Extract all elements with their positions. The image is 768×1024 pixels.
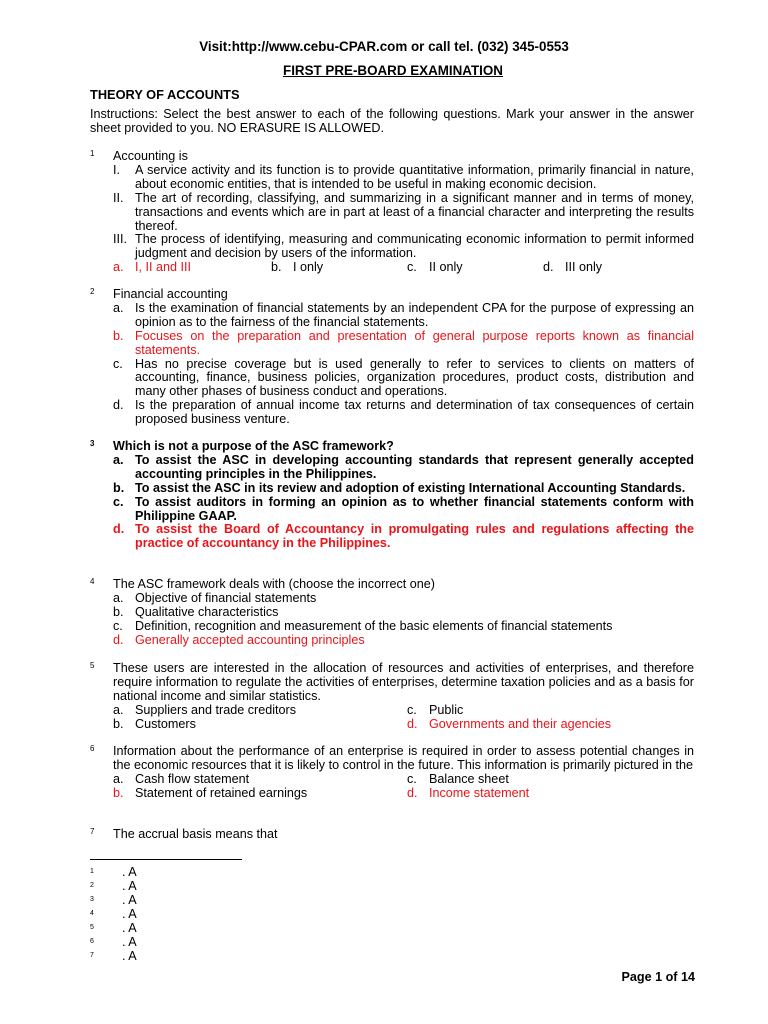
statement-label: I. bbox=[113, 162, 120, 177]
choice-label: b. bbox=[113, 328, 124, 343]
question-number: 3 bbox=[90, 439, 95, 448]
statement-text: The process of identifying, measuring and communicating economic information to permit informed judgment and decision by users of the information. bbox=[135, 232, 694, 261]
choice-label: a. bbox=[113, 300, 124, 315]
choice-d bbox=[407, 718, 689, 732]
choice-b bbox=[113, 606, 694, 620]
choice-text: Is the examination of financial statements by an independent CPA for the purpose of expressing an opinion as to the fairness of the financial statements. bbox=[135, 300, 694, 329]
footnote-4 bbox=[90, 908, 170, 922]
footnote-answer: . A bbox=[122, 935, 137, 949]
choice-d bbox=[113, 399, 694, 427]
statement-ii bbox=[113, 192, 694, 234]
question-1 bbox=[90, 150, 694, 275]
choice-d bbox=[407, 787, 689, 801]
choice-row bbox=[113, 718, 694, 732]
choice-label: b. bbox=[113, 480, 125, 495]
choice-a bbox=[113, 302, 694, 330]
statement-label: II. bbox=[113, 190, 124, 205]
statement-i bbox=[113, 164, 694, 192]
choice-label: c. bbox=[407, 702, 417, 717]
footnote-number: 3 bbox=[90, 896, 94, 903]
choice-label: b. bbox=[113, 604, 124, 619]
choice-text: To assist the Board of Accountancy in promulgating rules and regulations affecting the practice of accountancy in the Philippines. bbox=[135, 522, 694, 551]
footnote-6 bbox=[90, 936, 170, 950]
choice-label: a. bbox=[113, 702, 124, 717]
choice-label: d. bbox=[543, 260, 554, 275]
choice-text: Objective of financial statements bbox=[135, 590, 317, 605]
page-number: Page 1 of 14 bbox=[621, 970, 695, 984]
question-number: 1 bbox=[90, 149, 95, 158]
subject-heading: THEORY OF ACCOUNTS bbox=[90, 87, 240, 102]
footnote-answer: . A bbox=[122, 907, 137, 921]
choice-text: To assist the ASC in developing accounting standards that represent generally accepted accounting principles in the Philippines. bbox=[135, 452, 694, 481]
question-2 bbox=[90, 288, 694, 427]
choice-d bbox=[543, 261, 665, 275]
choice-label: d. bbox=[407, 785, 418, 800]
choice-text: To assist the ASC in its review and adoption of existing International Accounting Standards. bbox=[135, 480, 686, 495]
choice-text: III only bbox=[565, 260, 603, 275]
choice-a bbox=[113, 592, 694, 606]
choice-row bbox=[113, 787, 694, 801]
question-number: 2 bbox=[90, 287, 95, 296]
choice-text: I, II and III bbox=[135, 260, 192, 275]
choice-text: Public bbox=[429, 702, 464, 717]
choice-label: c. bbox=[113, 618, 123, 633]
choice-text: To assist auditors in forming an opinion as to whether financial statements conform with Philippine GAAP. bbox=[135, 494, 694, 523]
question-stem: Which is not a purpose of the ASC framework? bbox=[113, 439, 394, 453]
choice-label: a. bbox=[113, 590, 124, 605]
footnote-number: 7 bbox=[90, 952, 94, 959]
question-3 bbox=[90, 440, 694, 551]
choice-c bbox=[113, 496, 694, 524]
statement-label: III. bbox=[113, 232, 127, 247]
choice-a bbox=[113, 704, 407, 718]
footnote-number: 2 bbox=[90, 882, 94, 889]
choice-label: a. bbox=[113, 260, 124, 275]
choice-text: Balance sheet bbox=[429, 771, 509, 786]
question-stem: The ASC framework deals with (choose the incorrect one) bbox=[113, 577, 435, 591]
footnote-7 bbox=[90, 950, 170, 964]
visit-header: Visit:http://www.cebu-CPAR.com or call tel. (032) 345-0553 bbox=[199, 39, 569, 54]
question-number: 5 bbox=[90, 661, 95, 670]
question-6 bbox=[90, 745, 694, 801]
statement-text: The art of recording, classifying, and summarizing in a significant manner and in terms of money, transactions and events which are in part at least of a financial character and interpreting the results thereof. bbox=[135, 190, 694, 233]
choice-label: d. bbox=[113, 398, 124, 413]
choice-text: Is the preparation of annual income tax returns and determination of tax consequences of certain proposed business venture. bbox=[135, 398, 694, 427]
choice-a bbox=[113, 261, 271, 275]
choice-b bbox=[113, 482, 694, 496]
choice-label: b. bbox=[113, 716, 124, 731]
footnote-answer: . A bbox=[122, 879, 137, 893]
choice-d bbox=[113, 634, 694, 648]
choice-c bbox=[407, 704, 689, 718]
question-4 bbox=[90, 578, 694, 648]
choice-label: c. bbox=[407, 771, 417, 786]
choice-label: a. bbox=[113, 771, 124, 786]
statement-iii bbox=[113, 233, 694, 261]
choice-label: c. bbox=[113, 356, 123, 371]
footnote-answer: . A bbox=[122, 865, 137, 879]
choice-c bbox=[407, 261, 543, 275]
choice-text: Definition, recognition and measurement of the basic elements of financial statements bbox=[135, 618, 613, 633]
choice-c bbox=[407, 773, 689, 787]
choice-b bbox=[113, 787, 407, 801]
choice-text: Qualitative characteristics bbox=[135, 604, 279, 619]
question-stem: These users are interested in the allocation of resources and activities of enterprises, and therefore require information to regulate the activities of enterprises, determine taxation policies and as a basis for national income and similar statistics. bbox=[113, 661, 694, 703]
choice-label: d. bbox=[113, 522, 125, 537]
footnote-1 bbox=[90, 866, 170, 880]
footnote-divider bbox=[90, 859, 242, 860]
question-number: 6 bbox=[90, 744, 95, 753]
footnote-2 bbox=[90, 880, 170, 894]
statement-text: A service activity and its function is to provide quantitative information, primarily financial in nature, about economic entities, that is intended to be useful in making economic decision. bbox=[135, 162, 694, 191]
question-5 bbox=[90, 662, 694, 732]
footnote-5 bbox=[90, 922, 170, 936]
footnote-answer: . A bbox=[122, 921, 137, 935]
choice-d bbox=[113, 523, 694, 551]
choice-b bbox=[271, 261, 407, 275]
question-stem: The accrual basis means that bbox=[113, 827, 278, 841]
choice-label: c. bbox=[407, 260, 417, 275]
choice-text: Focuses on the preparation and presentation of general purpose reports known as financial statements. bbox=[135, 328, 694, 357]
choice-label: b. bbox=[271, 260, 282, 275]
question-stem: Accounting is bbox=[113, 149, 188, 163]
choice-text: Customers bbox=[135, 716, 196, 731]
choice-b bbox=[113, 330, 694, 358]
question-stem: Information about the performance of an enterprise is required in order to assess potential changes in the economic resources that it is likely to control in the future. This information is primarily pictured in the bbox=[113, 744, 694, 772]
choice-label: d. bbox=[407, 716, 418, 731]
footnote-3 bbox=[90, 894, 170, 908]
question-number: 7 bbox=[90, 827, 95, 836]
choice-a bbox=[113, 454, 694, 482]
choice-row bbox=[113, 704, 694, 718]
choice-text: Governments and their agencies bbox=[429, 716, 612, 731]
choice-a bbox=[113, 773, 407, 787]
choice-label: d. bbox=[113, 632, 124, 647]
choice-text: Statement of retained earnings bbox=[135, 785, 308, 800]
choice-text: Income statement bbox=[429, 785, 530, 800]
choice-row bbox=[113, 773, 694, 787]
question-7 bbox=[90, 828, 694, 842]
footnote-number: 1 bbox=[90, 868, 94, 875]
footnote-answer: . A bbox=[122, 893, 137, 907]
choice-b bbox=[113, 718, 407, 732]
footnote-number: 5 bbox=[90, 924, 94, 931]
footnote-number: 6 bbox=[90, 938, 94, 945]
choice-label: b. bbox=[113, 785, 124, 800]
choice-text: II only bbox=[429, 260, 463, 275]
choice-c bbox=[113, 620, 694, 634]
choice-label: c. bbox=[113, 494, 124, 509]
choice-text: I only bbox=[293, 260, 324, 275]
choice-label: a. bbox=[113, 452, 124, 467]
choice-text: Cash flow statement bbox=[135, 771, 250, 786]
instructions: Instructions: Select the best answer to each of the following questions. Mark your answer in the answer sheet provided to you. NO ERASURE IS ALLOWED. bbox=[90, 107, 694, 135]
footnote-answer: . A bbox=[122, 949, 137, 963]
question-number: 4 bbox=[90, 577, 95, 586]
choice-text: Has no precise coverage but is used generally to refer to services to clients on matters of accounting, finance, business policies, organization procedures, product costs, distribution and many other phases of business conduct and operations. bbox=[135, 356, 694, 399]
choice-row bbox=[113, 261, 694, 275]
question-stem: Financial accounting bbox=[113, 287, 228, 301]
choice-c bbox=[113, 358, 694, 400]
choice-text: Generally accepted accounting principles bbox=[135, 632, 365, 647]
exam-title: FIRST PRE-BOARD EXAMINATION bbox=[283, 63, 503, 78]
choice-text: Suppliers and trade creditors bbox=[135, 702, 297, 717]
footnote-number: 4 bbox=[90, 910, 94, 917]
